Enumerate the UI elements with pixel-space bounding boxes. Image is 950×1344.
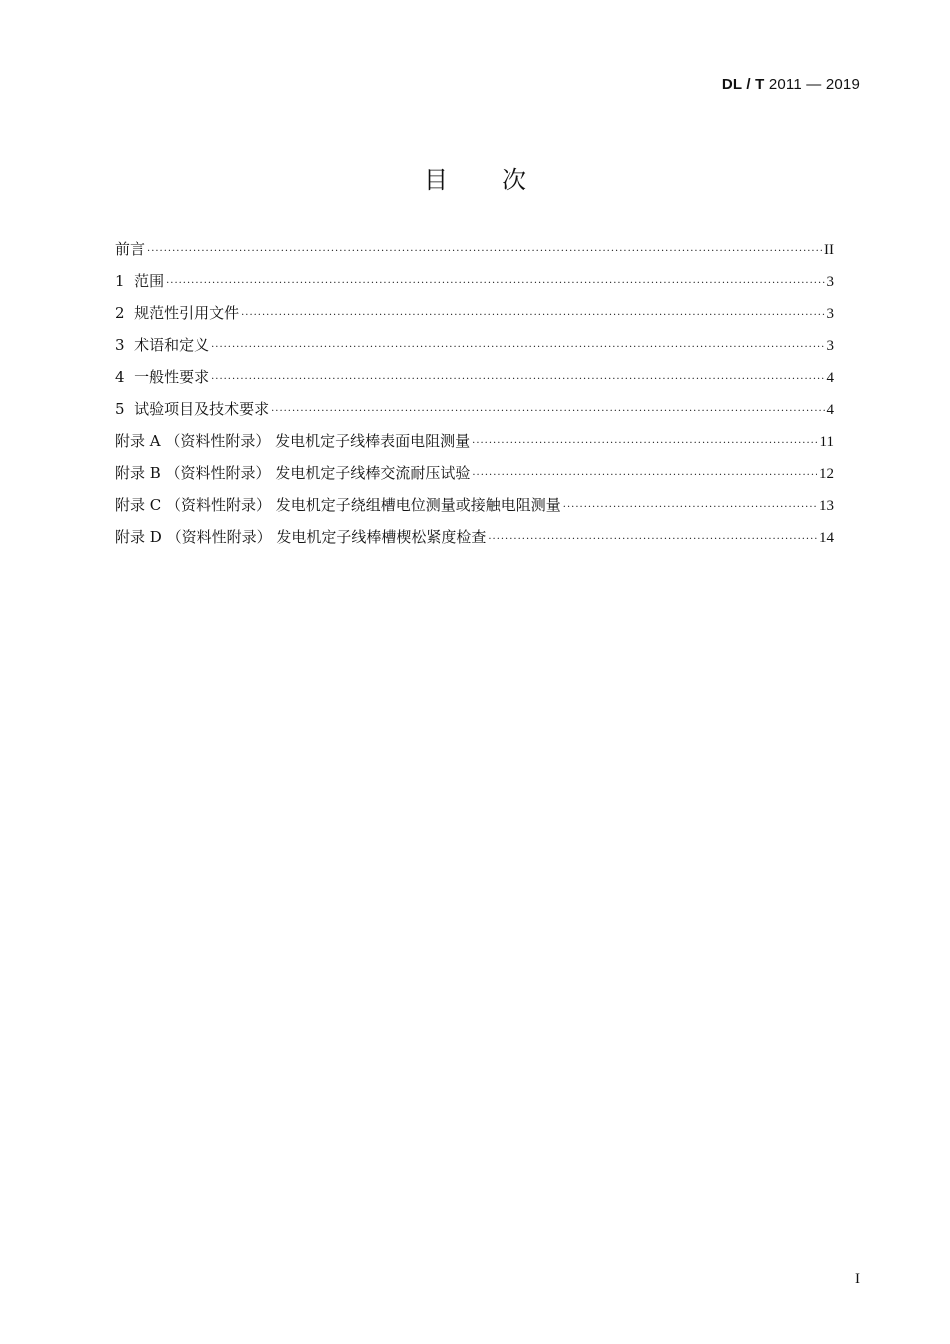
toc-entry-label: 附录 D （资料性附录） 发电机定子线棒槽楔松紧度检查 [115,528,487,546]
toc-entry[interactable] [115,300,834,332]
toc-leader-dots [472,463,817,489]
toc-entry[interactable] [115,428,834,460]
toc-entry-page: 14 [819,530,834,546]
toc-leader-dots [211,367,824,393]
toc-entry-page: 4 [826,402,834,418]
toc-entry-page: 11 [819,434,834,450]
toc-entry-page: 4 [826,370,834,386]
toc-entry-label: 3 术语和定义 [115,336,210,354]
toc-entry[interactable] [115,460,834,492]
standard-code-number: 2011 — 2019 [768,76,860,93]
toc-entry-page: II [824,242,834,258]
toc-leader-dots [147,239,822,265]
toc-leader-dots [166,271,824,297]
toc-entry-label: 1 范围 [115,272,165,290]
standard-code-prefix: DL / T [721,76,765,93]
toc-leader-dots [241,303,824,329]
toc-leader-dots [563,495,817,521]
toc-entry-page: 3 [826,306,834,322]
toc-entry-label: 附录 C （资料性附录） 发电机定子绕组槽电位测量或接触电阻测量 [115,496,561,514]
toc-entry[interactable] [115,236,834,268]
toc-entry[interactable] [115,268,834,300]
toc-entry-page: 3 [826,338,834,354]
toc-entry-label: 附录 A （资料性附录） 发电机定子线棒表面电阻测量 [115,432,471,450]
toc-leader-dots [271,399,824,425]
toc-entry-page: 13 [819,498,834,514]
toc-entry-page: 3 [826,274,834,290]
page-number: I [855,1271,860,1287]
toc-entry[interactable] [115,524,834,556]
toc-entry-label: 附录 B （资料性附录） 发电机定子线棒交流耐压试验 [115,464,471,482]
table-of-contents [115,236,834,556]
toc-entry-page: 12 [819,466,834,482]
toc-entry[interactable] [115,364,834,396]
toc-entry-label: 4 一般性要求 [115,368,210,386]
toc-entry[interactable] [115,396,834,428]
toc-leader-dots [488,527,817,553]
toc-entry[interactable] [115,492,834,524]
toc-entry[interactable] [115,332,834,364]
page-title: 目次 [424,166,580,194]
toc-leader-dots [472,431,817,457]
toc-entry-label: 前言 [115,240,146,258]
toc-leader-dots [211,335,824,361]
toc-entry-label: 2 规范性引用文件 [115,304,240,322]
toc-entry-label: 5 试验项目及技术要求 [115,400,270,418]
standard-code [722,76,860,93]
